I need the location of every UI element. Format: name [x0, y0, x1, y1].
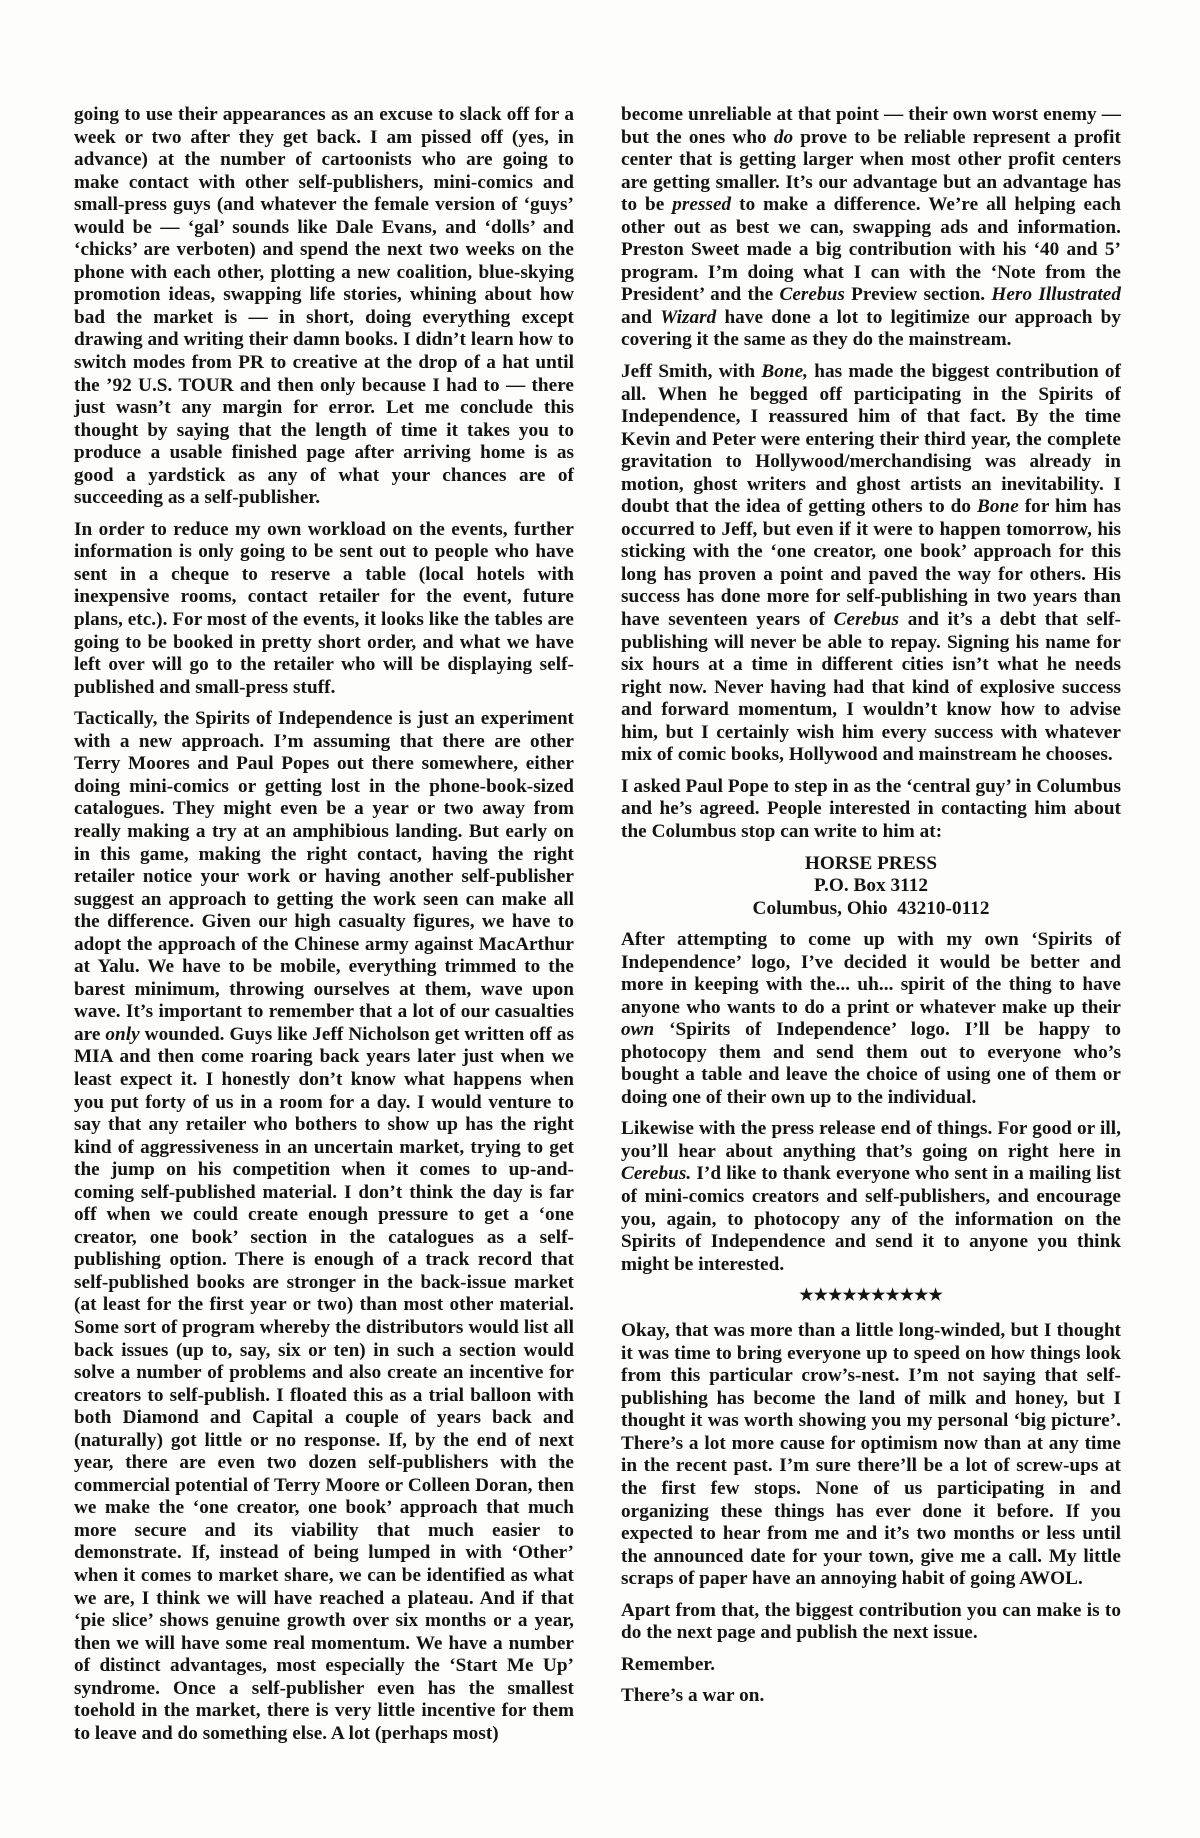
italic-title: Bone,	[761, 361, 809, 383]
paragraph: In order to reduce my own workload on the events, further information is only going to be sent out to people who have sent in a cheque to reserve a table (local hotels with inexpensive rooms, contact retailer for the event, future plans, etc.). For most of the events, it looks like the tables are going to be booked in pretty short order, and what we have left over will go to the retailer who will be displaying self-published and small-press stuff.	[74, 518, 574, 698]
left-column	[74, 104, 574, 1754]
paragraph: become unreliable at that point — their own worst enemy — but the ones who do prove to be reliable represent a profit center that is getting larger when most other profit centers are getting smaller. It’s our advantage but an advantage has to be pressed to make a difference. We’re all helping each other out as best we can, swapping ads and information. Preston Sweet made a big contribution with his ‘40 and 5’ program. I’m doing what I can with the ‘Note from the President’ and the Cerebus Preview section. Hero Illustrated and Wizard have done a lot to legitimize our approach by covering it the same as they do the mainstream.	[621, 104, 1121, 351]
italic-title: only	[105, 1023, 140, 1045]
paragraph: Tactically, the Spirits of Independence is just an experiment with a new approach. I’m assuming that there are other Terry Moores and Paul Popes out there somewhere, either doing mini-comics or getting lost in the phone-book-sized catalogues. They might even be a year or two away from really making a try at an amphibious landing. But early on in this game, making the right contact, having the right retailer notice your work or having another self-publisher suggest an approach to getting the work seen can make all the difference. Given our high casualty figures, we have to adopt the approach of the Chinese army against MacArthur at Yalu. We have to be mobile, everything trimmed to the barest minimum, throwing ourselves at them, wave upon wave. It’s important to remember that a lot of our casualties are only wounded. Guys like Jeff Nicholson get written off as MIA and then come roaring back years later just when we least expect it. I honestly don’t know what happens when you put forty of us in a room for a day. I would venture to say that any retailer who bothers to show up has the right kind of aggressiveness in an uncertain market, trying to get the jump on his competition when it comes to up-and-coming self-published material. I don’t think the day is far off when we could create enough pressure to get a ‘one creator, one book’ section in the catalogues as a self-publishing option. There is enough of a track record that self-published books are stronger in the back-issue market (at least for the first year or two) than most other material. Some sort of program whereby the distributors would list all back issues (up to, say, six or ten) in such a section would solve a number of problems and also create an incentive for creators to self-publish. I floated this as a trial balloon with both Diamond and Capital a couple of years back and (naturally) got little or no response. If, by the end of next year, there are even two dozen self-publishers with the commercial potential of Terry Moore or Colleen Doran, then we make the ‘one creator, one book’ approach that much more secure and its viability that much easier to demonstrate. If, instead of being lumped in with ‘Other’ when it comes to market share, we can be identified as what we are, I think we will have reached a plateau. And if that ‘pie slice’ shows genuine growth over six months or a year, then we will have some real momentum. We have a number of distinct advantages, most especially the ‘Start Me Up’ syndrome. Once a self-publisher even has the smallest toehold in the market, there is very little incentive for them to leave and do something else. A lot (perhaps most)	[74, 708, 574, 1744]
italic-title: do	[773, 126, 794, 148]
star-separator-icon: ★★★★★★★★★★	[799, 1287, 943, 1305]
address-city: Columbus, Ohio 43210-0112	[752, 897, 990, 919]
paragraph: Jeff Smith, with Bone, has made the biggest contribution of all. When he begged off participating in the Spirits of Independence, I reassured him of that fact. By the time Kevin and Peter were entering their third year, the complete gravitation to Hollywood/merchandising was already in motion, ghost writers and ghost artists an inevitability. I doubt that the idea of getting others to do Bone for him has occurred to Jeff, but even if it were to happen tomorrow, his sticking with the ‘one creator, one book’ approach for this long has proven a point and paved the way for others. His success has done more for self-publishing in two years than have seventeen years of Cerebus and it’s a debt that self-publishing will never be able to repay. Signing his name for six hours at a time in different cities isn’t what he needs right now. Never having had that kind of explosive success and forward momentum, I wouldn’t know how to advise him, but I certainly wish him every success with whatever mix of comic books, Hollywood and mainstream he chooses.	[621, 361, 1121, 766]
italic-title: Wizard	[660, 306, 717, 328]
italic-title: Cerebus	[779, 284, 845, 306]
paragraph: After attempting to come up with my own ‘Spirits of Independence’ logo, I’ve decided it would be better and more in keeping with the... uh... spirit of the thing to have anyone who wants to do a print or whatever make up their own ‘Spirits of Independence’ logo. I’ll be happy to photocopy them and send them out to everyone who’s bought a table and leave the choice of using one of them or doing one of their own up to the individual.	[621, 929, 1121, 1108]
paragraph: Okay, that was more than a little long-winded, but I thought it was time to bring everyone up to speed on how things look from this particular crow’s-nest. I’m not saying that self-publishing has become the land of milk and honey, but I thought it was worth showing you my personal ‘big picture’. There’s a lot more cause for optimism now than at any time in the recent past. I’m sure there’ll be a lot of screw-ups at the first few stops. None of us participating in and organizing these things has ever done it before. If you expected to hear from me and it’s two months or less until the announced date for your town, give me a call. My little scraps of paper have an annoying habit of going AWOL.	[621, 1320, 1121, 1590]
right-column	[621, 104, 1121, 1717]
italic-title: Hero Illustrated	[991, 284, 1121, 306]
paragraph: I asked Paul Pope to step in as the ‘central guy’ in Columbus and he’s agreed. People interested in contacting him about the Columbus stop can write to him at:	[621, 775, 1121, 842]
address-name: HORSE PRESS	[804, 852, 938, 874]
paragraph: Remember.	[621, 1653, 716, 1675]
italic-title: own	[621, 1019, 655, 1041]
italic-title: Cerebus.	[621, 1163, 692, 1185]
paragraph: Apart from that, the biggest contribution you can make is to do the next page and publish the next issue.	[621, 1599, 1121, 1644]
italic-title: pressed	[672, 194, 732, 216]
paragraph: going to use their appearances as an excuse to slack off for a week or two after they get back. I am pissed off (yes, in advance) at the number of cartoonists who are going to make contact with other self-publishers, mini-comics and small-press guys (and whatever the female version of ‘guys’ would be — ‘gal’ sounds like Dale Evans, and ‘dolls’ and ‘chicks’ are verboten) and spend the next two weeks on the phone with each other, plotting a new coalition, blue-skying promotion ideas, swapping life stories, whining about how bad the market is — in short, doing everything except drawing and writing their damn books. I didn’t learn how to switch modes from PR to creative at the drop of a hat until the ’92 U.S. TOUR and then only because I had to — there just wasn’t any margin for error. Let me conclude this thought by saying that the length of time it takes you to produce a usable finished page after arriving home is as good a yardstick as any of what your chances are of succeeding as a self-publisher.	[74, 104, 574, 509]
paragraph: There’s a war on.	[621, 1685, 765, 1707]
italic-title: Bone	[977, 496, 1019, 518]
paragraph: Likewise with the press release end of things. For good or ill, you’ll hear about anything that’s going on right here in Cerebus. I’d like to thank everyone who sent in a mailing list of mini-comics creators and self-publishers, and encourage you, again, to photocopy any of the information on the Spirits of Independence and send it to anyone you think might be interested.	[621, 1118, 1121, 1275]
address-po-box: P.O. Box 3112	[813, 875, 929, 896]
italic-title: Cerebus	[833, 609, 900, 631]
mailing-address	[621, 853, 1121, 921]
